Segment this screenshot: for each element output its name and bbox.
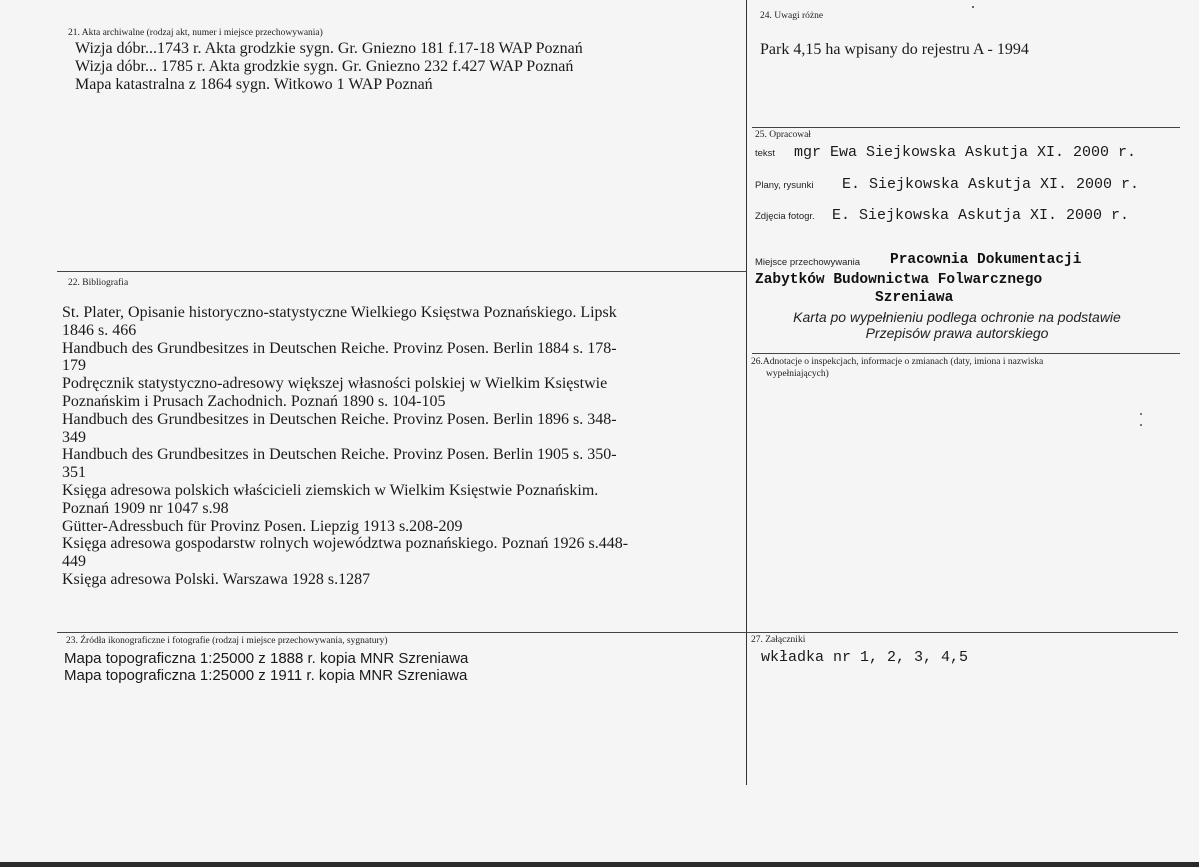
sec21-line: Mapa katastralna z 1864 sygn. Witkowo 1 WAP Poznań <box>75 76 433 93</box>
divider-26-top <box>752 353 1180 354</box>
sec23-line: Mapa topograficzna 1:25000 z 1888 r. kopia MNR Szreniawa <box>64 650 469 667</box>
bibliography-list <box>62 304 747 589</box>
sec25-photos-value: E. Siejkowska Askutja XI. 2000 r. <box>832 207 1130 224</box>
bibliography-line: Gütter-Adressbuch für Provinz Posen. Liepzig 1913 s.208-209 <box>62 517 463 535</box>
sec21-line: Wizja dóbr... 1785 r. Akta grodzkie sygn. Gr. Gniezno 232 f.427 WAP Poznań <box>75 58 574 75</box>
sec21-heading: 21. Akta archiwalne (rodzaj akt, numer i miejsce przechowywania) <box>68 28 323 38</box>
scan-dot <box>1140 413 1142 415</box>
copyright-note-2: Przepisów prawa autorskiego <box>865 325 1049 341</box>
storage-line-1: Pracownia Dokumentacji <box>890 252 1082 268</box>
divider-22-top <box>57 271 747 272</box>
bibliography-line: Podręcznik statystyczno-adresowy większej własności polskiej w Wielkim Księstwie <box>62 375 608 393</box>
sec24-heading: 24. Uwagi różne <box>760 11 824 21</box>
bibliography-line: 449 <box>62 553 86 571</box>
sec23-heading: 23. Źródła ikonograficzne i fotografie (rodzaj i miejsce przechowywania, sygnatury) <box>66 636 388 646</box>
sec22-heading: 22. Bibliografia <box>68 278 129 288</box>
bibliography-line: Poznań 1909 nr 1047 s.98 <box>62 499 229 517</box>
bibliography-line: Księga adresowa polskich właścicieli ziemskich w Wielkim Księstwie Poznańskim. <box>62 481 599 499</box>
bibliography-line: Handbuch des Grundbesitzes in Deutschen Reiche. Provinz Posen. Berlin 1905 s. 350- <box>62 446 617 464</box>
bibliography-line: Handbuch des Grundbesitzes in Deutschen Reiche. Provinz Posen. Berlin 1884 s. 178- <box>62 339 617 357</box>
sec23-line: Mapa topograficzna 1:25000 z 1911 r. kopia MNR Szreniawa <box>64 667 468 684</box>
bibliography-line: Handbuch des Grundbesitzes in Deutschen Reiche. Provinz Posen. Berlin 1896 s. 348- <box>62 410 617 428</box>
bibliography-line: 179 <box>62 357 86 375</box>
sec25-text-value: mgr Ewa Siejkowska Askutja XI. 2000 r. <box>794 144 1137 161</box>
scan-dot <box>1140 424 1142 426</box>
sec27-heading: 27. Załączniki <box>751 635 806 645</box>
storage-line-3: Szreniawa <box>875 290 954 306</box>
bibliography-line: St. Plater, Opisanie historyczno-statystyczne Wielkiego Księstwa Poznańskiego. Lipsk <box>62 304 617 321</box>
sec25-text-label: tekst <box>755 148 776 159</box>
bibliography-line: 349 <box>62 428 86 446</box>
bibliography-line: 1846 s. 466 <box>62 321 137 339</box>
sec23-content <box>64 650 468 684</box>
storage-label: Miejsce przechowywania <box>755 257 861 268</box>
sec25-plans-label: Plany, rysunki <box>755 180 814 191</box>
bibliography-line: Poznańskim i Prusach Zachodnich. Poznań 1890 s. 104-105 <box>62 392 446 410</box>
sec26-heading-1: 26.Adnotacje o inspekcjach, informacje o zmianach (daty, imiona i nazwiska <box>751 357 1044 367</box>
storage-line-2: Zabytków Budownictwa Folwarcznego <box>755 272 1043 288</box>
sec25-plans-value: E. Siejkowska Askutja XI. 2000 r. <box>842 176 1140 193</box>
sec26-heading-2: wypełniających) <box>766 369 829 379</box>
sec21-line: Wizja dóbr...1743 r. Akta grodzkie sygn. Gr. Gniezno 181 f.17-18 WAP Poznań <box>75 40 583 57</box>
bibliography-line: 351 <box>62 464 86 482</box>
bibliography-line: Księga adresowa gospodarstw rolnych województwa poznańskiego. Poznań 1926 s.448- <box>62 535 629 553</box>
sec24-text: Park 4,15 ha wpisany do rejestru A - 1994 <box>760 41 1029 58</box>
divider-23-top <box>57 632 1178 633</box>
copyright-note-1: Karta po wypełnieniu podlega ochronie na podstawie <box>793 309 1121 325</box>
sec21-content <box>75 40 583 94</box>
sec27-text: wkładka nr 1, 2, 3, 4,5 <box>761 649 969 666</box>
sec25-heading: 25. Opracował <box>755 130 811 140</box>
scan-dot <box>972 6 974 8</box>
bibliography-line: Księga adresowa Polski. Warszawa 1928 s.1287 <box>62 570 371 588</box>
sec25-photos-label: Zdjęcia fotogr. <box>755 211 815 222</box>
divider-25-top <box>752 127 1180 128</box>
